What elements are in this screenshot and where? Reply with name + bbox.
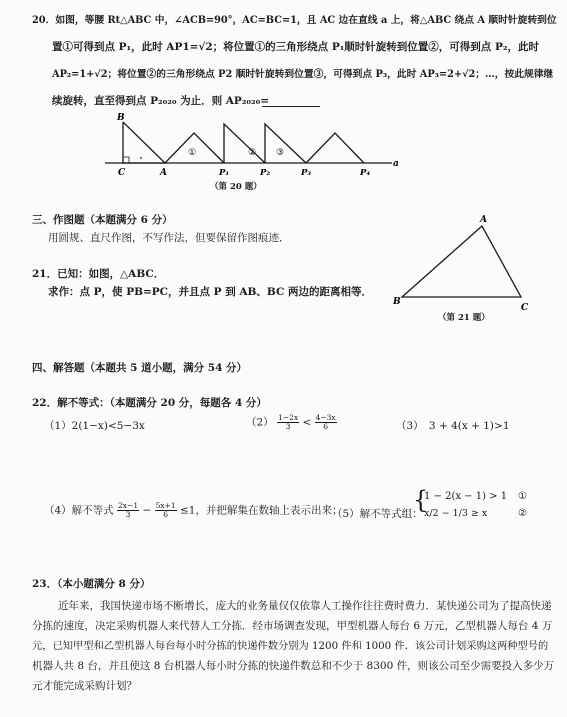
q23-line1: 近年来，我国快递市场不断增长，庞大的业务量仅仅依靠人工操作往往费时费力．某快递公司为了提高快递 xyxy=(58,600,552,612)
q22-p2-num1: 1−2x xyxy=(278,413,299,422)
fig20-label-A: A xyxy=(160,168,167,178)
fig21-label-A: A xyxy=(480,215,487,225)
fig20-circle1: ① xyxy=(188,148,197,158)
q21-line2: 求作：点 P，使 PB=PC，并且点 P 到 AB、BC 两边的距离相等． xyxy=(48,286,372,298)
fig21-label-B: B xyxy=(393,297,401,307)
q22-p4-den2: 6 xyxy=(163,510,169,519)
fig20-label-P1: P₁ xyxy=(219,168,230,178)
s3-title: 三、作图题（本题满分 6 分） xyxy=(32,214,173,226)
fig21-label-C: C xyxy=(521,303,529,313)
q22-p5-mark2: ② xyxy=(518,508,527,519)
q22-p4-num2: 5x+1 xyxy=(155,501,176,510)
q20-answer-blank[interactable] xyxy=(262,106,320,107)
fig20-circle3: ③ xyxy=(276,148,285,158)
q20-line3: AP₂=1+√2；将位置②的三角形绕点 P2 顺时针旋转到位置③，可得到点 P₃，此时 AP₃=2+√2；…，按此规律继 xyxy=(52,69,554,80)
fig20-label-B: B xyxy=(117,113,125,123)
q22-p5-eq1: 1 − 2(x − 1) > 1 xyxy=(424,491,508,502)
q22-part3: （3） 3 + 4(x + 1)>1 xyxy=(396,420,510,432)
q20-line4: 续旋转，直至得到点 P₂₀₂₀ 为止．则 AP₂₀₂₀= xyxy=(52,95,269,107)
q21-line1: 21．已知：如图，△ABC． xyxy=(32,268,165,280)
q22-p4-num1: 2x−1 xyxy=(118,501,139,510)
q22-p2-den2: 6 xyxy=(323,422,329,431)
q23-line4: 机器人共 8 台，并且使这 8 台机器人每小时分拣的快递件数总和不少于 8300 件，则该公司至少需要投入多少万 xyxy=(32,660,555,672)
q22-part5-label: （5）解不等式组： xyxy=(332,508,423,520)
q22-part4 xyxy=(44,502,342,519)
q23-line5: 元才能完成采购计划？ xyxy=(32,680,137,692)
fig20-label-a: a xyxy=(393,159,399,169)
q22-part1: （1）2(1−x)<5−3x xyxy=(44,420,145,432)
fig20-label-P4: P₄ xyxy=(360,168,371,178)
q22-p2-num2: 4−3x xyxy=(315,413,336,422)
fig20-label-P2: P₂ xyxy=(260,168,271,178)
q23-title: 23．（本小题满分 8 分） xyxy=(32,578,151,590)
q22-p5-brace: { xyxy=(413,486,429,514)
q20-line2: 置①可得到点 P₁，此时 AP1=√2；将位置①的三角形绕点 P₁顺时针旋转到位置②，可得到点 P₂，此时 xyxy=(52,41,539,53)
q23-line3: 元，已知甲型和乙型机器人每台每小时分拣的快递件数分别为 1200 件和 1000 件．该公司计划采购这两种型号的 xyxy=(32,640,549,652)
q22-p5-eq2: x/2 − 1/3 ≥ x xyxy=(424,508,488,519)
q20-caption: （第 20 题） xyxy=(210,182,262,192)
fig20-circle2: ② xyxy=(248,148,257,158)
q22-part2-label: （2） xyxy=(246,416,274,429)
q21-caption: （第 21 题） xyxy=(438,313,490,323)
q20-line1: 20．如图，等腰 Rt△ABC 中，∠ACB=90°，AC=BC=1，且 AC 边在直线 a 上，将△ABC 绕点 A 顺时针旋转到位 xyxy=(32,15,557,26)
q22-p2-op: < xyxy=(302,416,312,429)
fig20-label-C: C xyxy=(118,168,126,178)
s3-instructions: 用圆规、直尺作图，不写作法，但要保留作图痕迹． xyxy=(48,232,290,244)
q22-p4-den1: 3 xyxy=(125,510,131,519)
q22-p2-den1: 3 xyxy=(285,422,291,431)
fig20-label-P3: P₃ xyxy=(301,168,312,178)
q22-part4-suffix: ≤1，并把解集在数轴上表示出来； xyxy=(180,504,343,517)
q22-part2 xyxy=(246,414,337,431)
q22-p5-mark1: ① xyxy=(518,491,527,502)
q22-part4-prefix: （4）解不等式 xyxy=(44,504,114,517)
s4-title: 四、解答题（本题共 5 道小题，满分 54 分） xyxy=(32,362,248,374)
q23-line2: 分拣的速度，决定采购机器人来代替人工分拣．经市场调查发现，甲型机器人每台 6 万元，乙型机器人每台 4 万 xyxy=(32,620,553,632)
q22-title: 22．解不等式：（本题满分 20 分，每题各 4 分） xyxy=(32,397,267,409)
q22-p4-op: − xyxy=(142,504,152,517)
